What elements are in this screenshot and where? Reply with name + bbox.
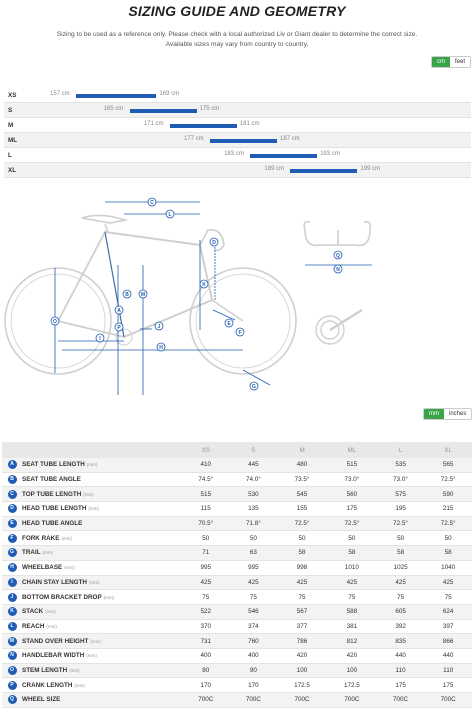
size-range-min: 183 cm: [224, 151, 244, 157]
measurement-value: 835: [377, 634, 425, 649]
measurement-value: 370: [182, 619, 230, 634]
row-letter-cell: [2, 575, 22, 590]
measurement-value: 72.5°: [327, 516, 377, 531]
measurement-value: 1010: [327, 560, 377, 575]
measurement-name: [22, 516, 182, 531]
measurement-value: 700C: [277, 693, 327, 708]
table-row: [2, 531, 472, 546]
measurement-value: 1025: [377, 560, 425, 575]
measurement-value: 110: [377, 663, 425, 678]
measurement-letter-badge: C: [8, 490, 17, 499]
measurement-letter-badge: B: [8, 475, 17, 484]
measurement-value: 624: [424, 604, 472, 619]
row-letter-cell: [2, 560, 22, 575]
size-range-bar: [130, 109, 197, 113]
table-row: [2, 648, 472, 663]
diagram-marker-g: [250, 382, 258, 390]
measurement-value: 58: [327, 546, 377, 561]
svg-text:D: D: [212, 239, 216, 246]
measurement-value: 110: [424, 663, 472, 678]
measurement-value: 374: [230, 619, 278, 634]
measurement-value: 50: [377, 531, 425, 546]
size-column-header: L: [377, 442, 425, 458]
height-unit-toggle: [431, 56, 471, 68]
measurement-value: 866: [424, 634, 472, 649]
svg-text:A: A: [117, 307, 121, 314]
measurement-unit-toggle: [423, 408, 472, 420]
measurement-value: 75: [277, 590, 327, 605]
table-row: [2, 472, 472, 487]
table-row: [2, 678, 472, 693]
measurement-value: 590: [424, 487, 472, 502]
measurement-value: 410: [182, 458, 230, 472]
svg-text:Q: Q: [336, 252, 340, 259]
diagram-marker-a: [115, 306, 123, 314]
measurement-value: 445: [230, 458, 278, 472]
measurement-letter-badge: E: [8, 519, 17, 528]
measurement-value: 75: [182, 590, 230, 605]
measurement-value: 74.5°: [182, 472, 230, 487]
measurement-value: 567: [277, 604, 327, 619]
measurement-letter-badge: Q: [8, 695, 17, 704]
measurement-name: [22, 648, 182, 663]
size-range-min: 177 cm: [184, 136, 204, 142]
measurement-value: 71: [182, 546, 230, 561]
measurement-value: 75: [327, 590, 377, 605]
measurement-value: 73.0°: [377, 472, 425, 487]
measurement-unit: (mm): [42, 550, 54, 556]
svg-text:F: F: [238, 329, 242, 336]
measurement-value: 515: [327, 458, 377, 472]
row-letter-cell: [2, 531, 22, 546]
measurement-value: 58: [377, 546, 425, 561]
row-letter-cell: [2, 472, 22, 487]
measurement-unit: (mm): [90, 638, 101, 644]
measurement-unit: (mm): [86, 653, 97, 659]
measurement-value: 50: [327, 531, 377, 546]
size-range-label: ML: [8, 137, 18, 144]
measurement-value: 700C: [377, 693, 425, 708]
diagram-marker-n: [334, 265, 342, 273]
size-range-bar: [170, 124, 237, 128]
size-range-bar: [210, 139, 277, 143]
size-column-header: XS: [182, 442, 230, 458]
diagram-marker-f: [236, 328, 244, 336]
measurement-value: 50: [182, 531, 230, 546]
measurement-value: 575: [377, 487, 425, 502]
size-range-label: L: [8, 152, 12, 159]
measurement-label: REACH: [22, 622, 45, 630]
measurement-value: 175: [424, 678, 472, 693]
svg-text:I: I: [99, 335, 101, 342]
geometry-table-header: [2, 442, 472, 458]
row-letter-cell: [2, 590, 22, 605]
measurement-value: 135: [230, 502, 278, 517]
measurement-value: 75: [230, 590, 278, 605]
measurement-letter-badge: N: [8, 651, 17, 660]
measurement-name: [22, 472, 182, 487]
measurement-value: 535: [377, 458, 425, 472]
measurement-value: 195: [377, 502, 425, 517]
measurement-value: 175: [377, 678, 425, 693]
measurement-name: [22, 678, 182, 693]
size-range-max: 199 cm: [360, 166, 381, 172]
diagram-marker-h: [157, 343, 165, 351]
measurement-unit: (mm): [64, 565, 75, 571]
table-row: [2, 502, 472, 517]
measurement-value: 175: [327, 502, 377, 517]
size-range-row: [4, 88, 471, 103]
measurement-value: 72.5°: [424, 516, 472, 531]
measurement-unit: (mm): [61, 535, 72, 541]
measurement-unit: (mm): [88, 506, 99, 512]
measurement-letter-badge: O: [8, 666, 17, 675]
measurement-letter-badge: L: [8, 622, 17, 631]
measurement-value: 588: [327, 604, 377, 619]
measurement-label: HANDLEBAR WIDTH: [22, 652, 85, 660]
measurement-value: 215: [424, 502, 472, 517]
row-letter-cell: [2, 502, 22, 517]
feet-toggle-button[interactable]: feet: [450, 57, 470, 67]
diagram-marker-k: [200, 280, 208, 288]
measurement-value: 425: [377, 575, 425, 590]
measurement-value: 786: [277, 634, 327, 649]
measurement-value: 74.0°: [230, 472, 278, 487]
measurement-value: 50: [424, 531, 472, 546]
header-blank: [22, 442, 182, 458]
measurement-value: 172.5: [327, 678, 377, 693]
measurement-value: 90: [230, 663, 278, 678]
measurement-letter-badge: J: [8, 593, 17, 602]
measurement-letter-badge: K: [8, 607, 17, 616]
measurement-value: 71.8°: [230, 516, 278, 531]
measurement-value: 425: [327, 575, 377, 590]
row-letter-cell: [2, 663, 22, 678]
measurement-label: WHEELBASE: [22, 564, 63, 572]
svg-text:K: K: [202, 281, 206, 288]
size-range-label: XL: [8, 167, 17, 174]
measurement-value: 425: [182, 575, 230, 590]
measurement-value: 155: [277, 502, 327, 517]
measurement-label: TRAIL: [22, 549, 41, 557]
measurement-value: 560: [327, 487, 377, 502]
size-range-min: 171 cm: [143, 121, 164, 127]
measurement-value: 530: [230, 487, 278, 502]
measurement-value: 70.5°: [182, 516, 230, 531]
measurement-label: STACK: [22, 608, 44, 616]
measurement-value: 420: [277, 648, 327, 663]
svg-text:J: J: [157, 323, 161, 330]
diagram-marker-i: [96, 334, 104, 342]
diagram-marker-q: [334, 251, 342, 259]
measurement-name: [22, 560, 182, 575]
measurement-value: 73.0°: [327, 472, 377, 487]
header-blank: [2, 442, 22, 458]
measurement-value: 700C: [424, 693, 472, 708]
diagram-marker-l: [166, 210, 174, 218]
table-row: [2, 663, 472, 678]
size-range-min: 157 cm: [50, 91, 70, 97]
svg-text:B: B: [125, 291, 129, 298]
geometry-table: [2, 442, 472, 708]
row-letter-cell: [2, 487, 22, 502]
measurement-label: HEAD TUBE ANGLE: [22, 520, 83, 528]
crankset-drawing: [316, 310, 362, 344]
measurement-value: 995: [182, 560, 230, 575]
size-range-max: 187 cm: [280, 136, 300, 142]
measurement-unit: (mm): [45, 609, 56, 615]
size-range-min: 165 cm: [103, 106, 124, 112]
measurement-value: 377: [277, 619, 327, 634]
measurement-value: 545: [277, 487, 327, 502]
table-row: [2, 487, 472, 502]
measurement-label: FORK RAKE: [22, 534, 60, 542]
measurement-value: 58: [424, 546, 472, 561]
svg-text:E: E: [227, 320, 231, 327]
measurement-label: CHAIN STAY LENGTH: [22, 578, 87, 586]
measurement-unit: (mm): [69, 667, 80, 673]
table-row: [2, 693, 472, 708]
measurement-name: [22, 458, 182, 472]
measurement-value: 80: [182, 663, 230, 678]
measurement-value: 731: [182, 634, 230, 649]
measurement-value: 522: [182, 604, 230, 619]
size-range-bar: [290, 169, 357, 173]
size-range-min: 189 cm: [264, 166, 285, 172]
row-letter-cell: [2, 516, 22, 531]
measurement-name: [22, 487, 182, 502]
measurement-letter-badge: I: [8, 578, 17, 587]
diagram-marker-b: [123, 290, 131, 298]
measurement-label: SEAT TUBE LENGTH: [22, 461, 85, 469]
measurement-value: 75: [424, 590, 472, 605]
table-row: [2, 546, 472, 561]
measurement-value: 605: [377, 604, 425, 619]
diagram-marker-j: [155, 322, 163, 330]
measurement-value: 995: [230, 560, 278, 575]
measurement-value: 63: [230, 546, 278, 561]
svg-text:M: M: [140, 291, 146, 298]
measurement-name: [22, 663, 182, 678]
measurement-label: CRANK LENGTH: [22, 681, 73, 689]
measurement-value: 50: [230, 531, 278, 546]
measurement-label: SEAT TUBE ANGLE: [22, 476, 81, 484]
table-row: [2, 575, 472, 590]
measurement-label: TOP TUBE LENGTH: [22, 490, 82, 498]
measurement-value: 73.5°: [277, 472, 327, 487]
measurement-value: 75: [377, 590, 425, 605]
row-letter-cell: [2, 619, 22, 634]
measurement-value: 170: [230, 678, 278, 693]
measurement-value: 100: [327, 663, 377, 678]
subtitle-line-2: Available sizes may vary from country to country.: [165, 41, 309, 48]
measurement-value: 170: [182, 678, 230, 693]
table-row: [2, 516, 472, 531]
table-row: [2, 634, 472, 649]
size-range-row: [4, 133, 471, 148]
size-range-max: 169 cm: [159, 91, 180, 97]
subtitle-line-1: Sizing to be used as a reference only. Please check with a local authorized Liv or Giant dealer to determine the correct size.: [56, 31, 418, 38]
size-column-header: M: [277, 442, 327, 458]
measurement-value: 425: [277, 575, 327, 590]
size-range-bar: [250, 154, 317, 158]
row-letter-cell: [2, 458, 22, 472]
measurement-name: [22, 693, 182, 708]
table-row: [2, 604, 472, 619]
measurement-value: 115: [182, 502, 230, 517]
measurement-value: 400: [182, 648, 230, 663]
svg-text:N: N: [336, 266, 340, 273]
measurement-value: 700C: [230, 693, 278, 708]
measurement-unit: (mm): [83, 491, 94, 497]
measurement-value: 998: [277, 560, 327, 575]
table-row: [2, 560, 472, 575]
svg-text:L: L: [168, 211, 172, 218]
measurement-letter-badge: H: [8, 563, 17, 572]
measurement-name: [22, 531, 182, 546]
row-letter-cell: [2, 546, 22, 561]
measurement-value: 72.5°: [277, 516, 327, 531]
measurement-value: 392: [377, 619, 425, 634]
size-range-max: 193 cm: [320, 151, 340, 157]
svg-text:O: O: [53, 318, 57, 325]
measurement-value: 420: [327, 648, 377, 663]
measurement-value: 546: [230, 604, 278, 619]
bike-geometry-diagram: [0, 190, 474, 400]
size-range-row: [4, 118, 471, 133]
measurement-letter-badge: M: [8, 637, 17, 646]
measurement-letter-badge: P: [8, 681, 17, 690]
measurement-value: 381: [327, 619, 377, 634]
measurement-value: 58: [277, 546, 327, 561]
size-range-bar: [76, 94, 156, 98]
measurement-value: 100: [277, 663, 327, 678]
measurement-label: HEAD TUBE LENGTH: [22, 505, 87, 513]
svg-text:P: P: [117, 324, 121, 331]
row-letter-cell: [2, 678, 22, 693]
svg-text:H: H: [159, 344, 163, 351]
measurement-value: 425: [424, 575, 472, 590]
measurement-label: BOTTOM BRACKET DROP: [22, 593, 102, 601]
row-letter-cell: [2, 648, 22, 663]
measurement-value: 172.5: [277, 678, 327, 693]
measurement-unit: (mm): [88, 579, 100, 585]
measurement-name: [22, 575, 182, 590]
measurement-value: 440: [424, 648, 472, 663]
svg-text:C: C: [150, 199, 154, 206]
size-range-label: M: [8, 122, 14, 129]
diagram-marker-o: [51, 317, 59, 325]
table-row: [2, 619, 472, 634]
size-column-header: XL: [424, 442, 472, 458]
diagram-marker-m: [139, 290, 147, 298]
table-row: [2, 590, 472, 605]
diagram-marker-p: [115, 323, 123, 331]
measurement-letter-badge: G: [8, 548, 17, 557]
measurement-value: 700C: [182, 693, 230, 708]
measurement-unit: (mm): [46, 623, 57, 629]
size-range-row: [4, 163, 471, 178]
table-row: [2, 458, 472, 472]
size-column-header: S: [230, 442, 278, 458]
handlebar-drawing: [304, 222, 370, 246]
diagram-marker-c: [148, 198, 156, 206]
measurement-name: [22, 590, 182, 605]
measurement-value: 397: [424, 619, 472, 634]
measurement-value: 760: [230, 634, 278, 649]
size-range-max: 181 cm: [239, 121, 260, 127]
measurement-value: 812: [327, 634, 377, 649]
size-range-row: [4, 103, 471, 118]
svg-text:G: G: [252, 383, 256, 390]
measurement-value: 515: [182, 487, 230, 502]
measurement-value: 50: [277, 531, 327, 546]
measurement-letter-badge: A: [8, 460, 17, 469]
measurement-name: [22, 604, 182, 619]
measurement-letter-badge: F: [8, 534, 17, 543]
rider-height-chart: [4, 88, 471, 178]
measurement-name: [22, 502, 182, 517]
mm-toggle-button[interactable]: mm: [424, 409, 444, 419]
row-letter-cell: [2, 634, 22, 649]
measurement-value: 1040: [424, 560, 472, 575]
size-column-header: ML: [327, 442, 377, 458]
measurement-value: 700C: [327, 693, 377, 708]
size-range-label: S: [8, 107, 13, 114]
cm-toggle-button[interactable]: cm: [432, 57, 450, 67]
measurement-value: 72.5°: [424, 472, 472, 487]
measurement-label: STAND OVER HEIGHT: [22, 637, 89, 645]
measurement-unit: (mm): [74, 682, 85, 688]
measurement-value: 425: [230, 575, 278, 590]
row-letter-cell: [2, 693, 22, 708]
size-range-label: XS: [8, 92, 17, 99]
measurement-unit: (mm): [86, 462, 98, 468]
inches-toggle-button[interactable]: inches: [444, 409, 471, 419]
measurement-value: 480: [277, 458, 327, 472]
diagram-marker-e: [225, 319, 233, 327]
measurement-name: [22, 619, 182, 634]
measurement-label: STEM LENGTH: [22, 666, 68, 674]
measurement-value: 400: [230, 648, 278, 663]
page-title: SIZING GUIDE AND GEOMETRY: [128, 3, 346, 19]
measurement-letter-badge: D: [8, 504, 17, 513]
size-range-row: [4, 148, 471, 163]
measurement-value: 72.5°: [377, 516, 425, 531]
measurement-value: 565: [424, 458, 472, 472]
page-subtitle: [40, 30, 434, 50]
size-range-max: 175 cm: [199, 106, 220, 112]
measurement-label: WHEEL SIZE: [22, 696, 61, 704]
measurement-unit: (mm): [103, 594, 115, 600]
measurement-name: [22, 546, 182, 561]
diagram-marker-d: [210, 238, 218, 246]
row-letter-cell: [2, 604, 22, 619]
measurement-name: [22, 634, 182, 649]
measurement-value: 440: [377, 648, 425, 663]
